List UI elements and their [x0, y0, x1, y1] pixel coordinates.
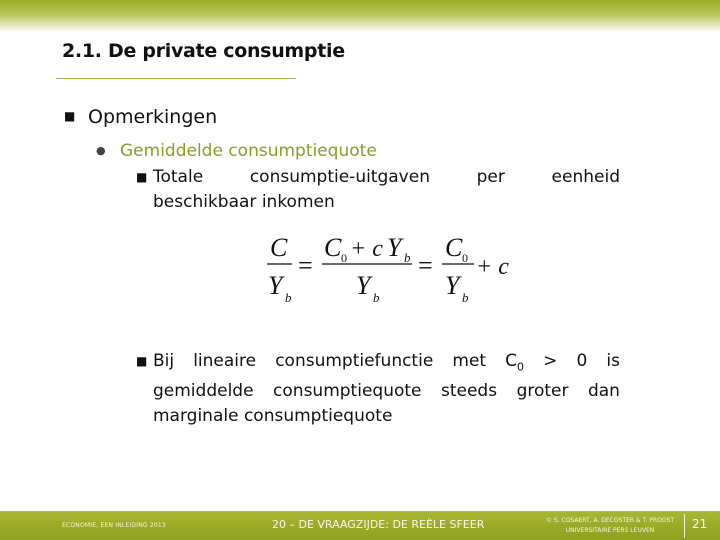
word: per [476, 167, 505, 187]
word: Bij [153, 351, 175, 371]
footer-book-title: ECONOMIE, EEN INLEIDING 2013 [62, 522, 166, 529]
formula-equals: = [298, 251, 313, 280]
bullet-gemiddelde-consumptiequote [96, 141, 377, 161]
square-bullet-icon: ■ [64, 109, 76, 123]
definition-line-1 [136, 165, 620, 190]
word: is [606, 351, 620, 371]
word: gemiddelde [153, 381, 254, 402]
header-band [0, 0, 720, 32]
formula-f3-num: C [445, 233, 463, 262]
formula-equals: = [418, 251, 433, 280]
word: consumptiequote [273, 381, 422, 402]
word: 0 [576, 351, 588, 371]
slide-title: 2.1. De private consumptie [62, 40, 345, 62]
formula-plus-c: + c [476, 254, 509, 280]
definition-line-2: beschikbaar inkomen [153, 192, 335, 212]
formula-f3-den: Y [445, 271, 460, 300]
statement-line-2 [136, 379, 620, 404]
word: > [543, 351, 558, 371]
formula-f2-den: Y [356, 271, 371, 300]
bullet-text: Opmerkingen [88, 106, 218, 128]
formula-f2-num-b: Y [387, 233, 402, 262]
word: lineaire [193, 351, 257, 371]
sub-bullet-definition [136, 165, 620, 215]
round-bullet-icon: ● [96, 144, 106, 157]
statement-line-3: marginale consumptiequote [153, 406, 393, 427]
bullet-opmerkingen [64, 106, 217, 128]
formula-f1-den-sub: b [285, 290, 292, 305]
formula-f2-num-b-sub: b [404, 250, 411, 265]
copyright-line-1: © S. COSAERT, A. DECOSTER & T. PROOST [545, 517, 674, 524]
formula-f2-num-a: C [324, 233, 342, 262]
sub-bullet-linear-function [136, 349, 620, 429]
title-underline [56, 78, 296, 79]
word: met [452, 351, 487, 371]
formula-average-consumption-ratio [262, 222, 522, 308]
formula-f3-den-sub: b [462, 290, 469, 305]
bullet-text: Gemiddelde consumptiequote [120, 141, 377, 161]
formula-f2-den-sub: b [373, 290, 380, 305]
page-number: 21 [692, 517, 708, 531]
word: consumptiefunctie [275, 351, 434, 371]
footer-divider [684, 514, 685, 538]
formula-f2-num-op: + c [350, 236, 383, 262]
word: dan [587, 381, 620, 402]
word: steeds [440, 381, 498, 402]
copyright-line-2: UNIVERSITAIRE PERS LEUVEN [565, 527, 655, 534]
word: eenheid [551, 167, 620, 187]
c0-symbol: $C_0$ [505, 351, 525, 374]
statement-line-1 [136, 349, 620, 379]
square-bullet-icon: ■ [136, 170, 148, 184]
formula-f3-num-sub: 0 [462, 251, 468, 265]
word: Totale [153, 167, 204, 187]
formula-f1-den: Y [268, 271, 283, 300]
formula-f1-num: C [270, 233, 288, 262]
formula-f2-num-a-sub: 0 [341, 251, 347, 265]
word: consumptie-uitgaven [249, 167, 430, 187]
square-bullet-icon: ■ [136, 354, 148, 368]
footer-copyright [536, 516, 684, 536]
footer-chapter: 20 – DE VRAAGZIJDE: DE REËLE SFEER [272, 518, 485, 531]
word: groter [516, 381, 569, 402]
